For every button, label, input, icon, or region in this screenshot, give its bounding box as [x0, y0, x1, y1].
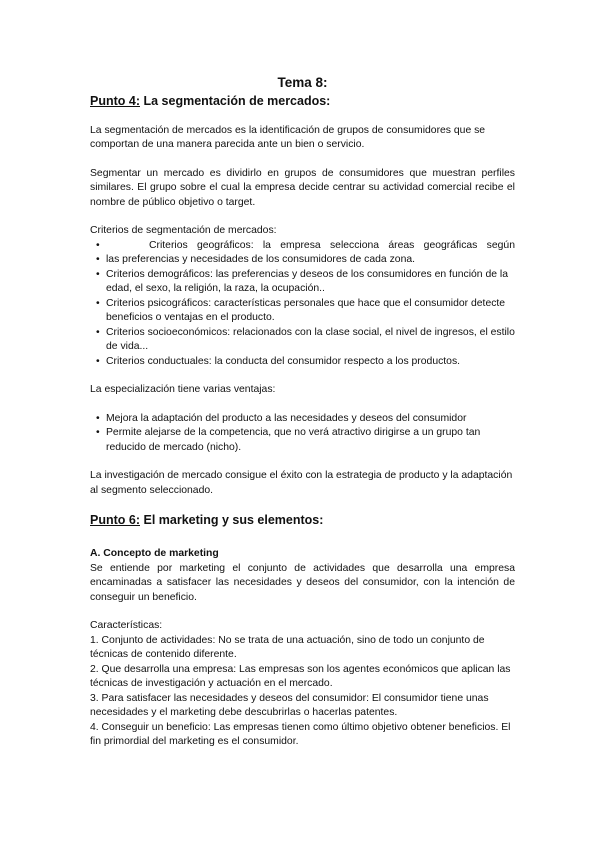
advantages-intro: La especialización tiene varias ventajas:: [90, 384, 276, 395]
characteristics-list: [90, 634, 515, 750]
advantages-list: [90, 412, 515, 456]
section-heading-punto-6: [90, 512, 515, 529]
list-item-continuation: • las preferencias y necesidades de los consumidores de cada zona.: [90, 253, 515, 268]
list-item: • Permite alejarse de la competencia, que no verá atractivo dirigirse a un grupo tan reducido de mercado (nicho).: [90, 426, 515, 455]
section-label: Punto 6:: [90, 513, 140, 527]
list-item: • Criterios socioeconómicos: relacionados con la clase social, el nivel de ingresos, el estilo de vida...: [90, 326, 515, 355]
section-title: La segmentación de mercados:: [143, 93, 331, 108]
paragraph-marketing-definition: Se entiende por marketing el conjunto de actividades que desarrolla una empresa encaminadas a satisfacer las necesidades y deseos del consumidor, con la intención de conseguir un beneficio.: [90, 562, 515, 603]
list-item: 1. Conjunto de actividades: No se trata de una actuación, sino de todo un conjunto de técnicas de contenido diferente.: [90, 634, 485, 660]
list-item: 4. Conseguir un beneficio: Las empresas tienen como último objetivo obtener beneficios. El fin primordial del marketing es el consumidor.: [90, 721, 511, 747]
section-label: Punto 4:: [90, 93, 140, 108]
list-item: • Criterios psicográficos: características personales que hace que el consumidor detecte beneficios o ventajas en el producto.: [90, 297, 515, 326]
section-title: El marketing y sus elementos:: [143, 513, 324, 527]
document-page: [90, 70, 515, 750]
list-item: • Criterios demográficos: las preferencias y deseos de los consumidores en función de la edad, el sexo, la religión, la raza, la ocupación..: [90, 268, 515, 297]
list-item: • Criterios geográficos: la empresa selecciona áreas geográficas según: [90, 239, 515, 254]
list-item: • Criterios conductuales: la conducta del consumidor respecto a los productos.: [90, 355, 515, 370]
section-heading-punto-4: [90, 93, 515, 110]
paragraph-definition: La segmentación de mercados es la identificación de grupos de consumidores que se comportan de una manera parecida ante un bien o servicio.: [90, 124, 486, 150]
list-item: • Mejora la adaptación del producto a las necesidades y deseos del consumidor: [90, 412, 515, 427]
list-item: 3. Para satisfacer las necesidades y deseos del consumidor: El consumidor tiene unas necesidades y el marketing debe descubrirlas o hacerlas patentes.: [90, 692, 489, 718]
subsection-heading: A. Concepto de marketing: [90, 548, 219, 559]
criteria-list: [90, 239, 515, 370]
paragraph-investigacion: La investigación de mercado consigue el éxito con la estrategia de producto y la adaptación al segmento seleccionado.: [90, 470, 513, 496]
list-item: 2. Que desarrolla una empresa: Las empresas son los agentes económicos que aplican las técnicas de investigación y actuación en el mercado.: [90, 663, 511, 689]
criteria-intro: Criterios de segmentación de mercados:: [90, 225, 277, 236]
characteristics-intro: Características:: [90, 620, 163, 631]
page-title: Tema 8:: [277, 75, 328, 90]
paragraph-segmentar: Segmentar un mercado es dividirlo en grupos de consumidores que muestran perfiles similares. El grupo sobre el cual la empresa decide centrar su actividad comercial recibe el nombre de público objetivo o target.: [90, 167, 515, 208]
